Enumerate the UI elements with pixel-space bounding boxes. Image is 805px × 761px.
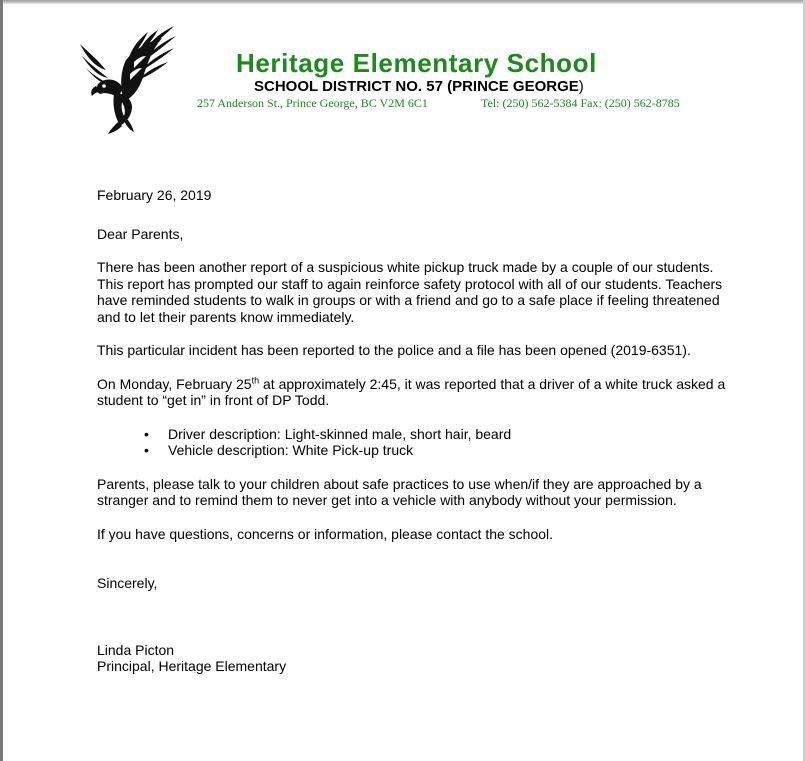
paragraph-police-file: This particular incident has been reported to the police and a file has been opened (2019-6351). (97, 342, 691, 358)
letter-closing: Sincerely, (97, 575, 158, 591)
paragraph-incident (97, 376, 737, 409)
list-item-vehicle: • Vehicle description: White Pick-up truck (97, 442, 737, 459)
incident-details: at approximately 2:45, it was reported that a driver of a white truck asked a student to “get in” in front of DP Todd. (97, 375, 726, 408)
school-address: 257 Anderson St., Prince George, BC V2M 6C1 (197, 96, 428, 110)
district-name: SCHOOL DISTRICT NO. 57 (PRINCE GEORGE (254, 78, 579, 95)
letter-salutation: Dear Parents, (97, 225, 184, 242)
letter-date: February 26, 2019 (97, 187, 212, 203)
district-close-paren: ) (578, 78, 584, 95)
window-left-edge (0, 0, 3, 761)
letter-body (97, 187, 737, 675)
school-name-heading: Heritage Elementary School (236, 48, 597, 78)
signer-title: Principal, Heritage Elementary (97, 658, 287, 674)
paragraph-contact: If you have questions, concerns or information, please contact the school. (97, 525, 554, 542)
list-item-driver: • Driver description: Light-skinned male, short hair, beard (97, 426, 737, 443)
incident-date: On Monday, February 25 (97, 375, 252, 392)
paragraph-report: There has been another report of a suspicious white pickup truck made by a couple of our students. This report has prompted our staff to again reinforce safety protocol with all of our students. Teachers have reminded students to walk in groups or with a friend and go to a safe place if feeling threatened and to let their parents know immediately. (97, 259, 723, 325)
signer-name: Linda Picton (97, 641, 175, 658)
school-district-line (254, 78, 584, 95)
ordinal-suffix: th (251, 374, 260, 385)
description-list (97, 426, 737, 459)
window-top-edge (0, 0, 805, 4)
eagle-logo-icon (78, 22, 182, 136)
school-phone-fax: Tel: (250) 562-5384 Fax: (250) 562-8785 (481, 96, 680, 110)
paragraph-safe-practices: Parents, please talk to your children about safe practices to use when/if they are approached by a stranger and to remind them to never get into a vehicle with anybody without your permission. (97, 475, 702, 508)
